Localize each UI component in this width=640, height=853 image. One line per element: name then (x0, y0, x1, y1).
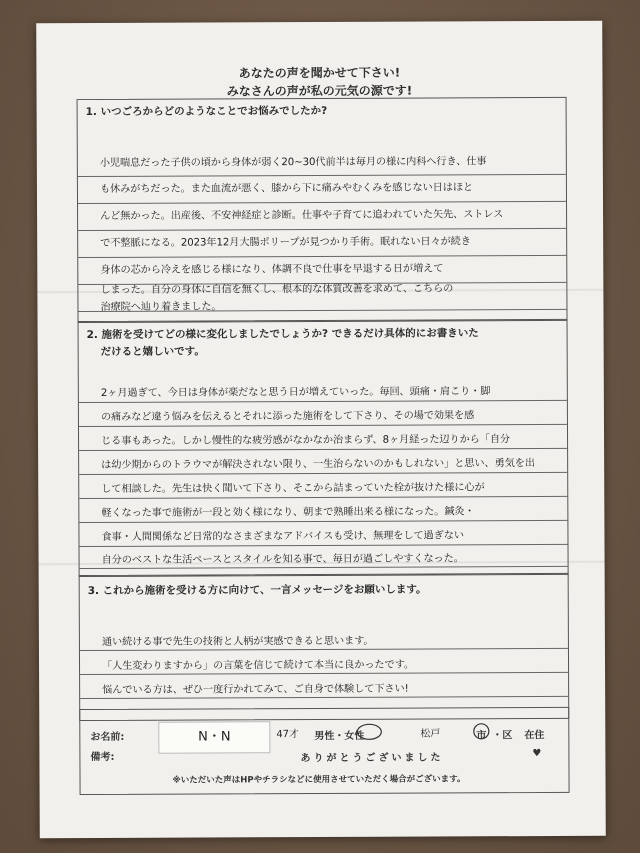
ward-label: ・区 (492, 730, 513, 742)
rule-line (79, 496, 567, 499)
rule-line (80, 544, 568, 547)
q2-answer-line: 食事・人間関係など日常的なさまざまなアドバイスも受け、無理をして過ぎない (101, 530, 464, 543)
rule-line (79, 472, 567, 475)
question-1-label: 1. いつごろからどのようなことでお悩みでしたか? (85, 104, 328, 119)
city-value: 松戸 (420, 728, 441, 740)
rule-line (78, 228, 566, 231)
question-3-box (79, 573, 570, 721)
question-2-label-cont: だけると嬉しいです。 (100, 345, 205, 358)
questionnaire-sheet (36, 21, 606, 838)
residence-label: 在住 (524, 730, 545, 742)
rule-line (80, 566, 568, 569)
age-value: 47才 (276, 729, 299, 741)
q2-answer-line: じる事もあった。しかし慢性的な疲労感がなかなか治まらず、8ヶ月経った辺りから「自分 (101, 434, 511, 447)
city-circle-mark (472, 722, 490, 740)
heart-icon: ♥ (532, 748, 542, 760)
rule-line (78, 255, 566, 258)
q2-answer-line: は幼少期からのトラウマが解決されない限り、一生治らないのかもしれない」と思い、勇気を出 (101, 458, 535, 471)
usage-notice: ※いただいた声はHPやチラシなどに使用させていただく場合がございます。 (172, 774, 466, 786)
name-value: N・N (158, 721, 270, 753)
q2-answer-line: の痛みなど違う悩みを伝えるとそれに添った施術をして下さり、その場で効果を感 (100, 410, 475, 423)
header-title: あなたの声を聞かせて下さい! (238, 65, 401, 81)
question-2-label: 2. 施術を受けてどの様に変化しましたでしょうか? できるだけ具体的にお書きいた (86, 327, 479, 342)
rule-line (79, 400, 567, 403)
rule-line (79, 424, 567, 427)
q1-answer-line: 小児喘息だった子供の頃から身体が弱く20~30代前半は毎月の様に内科へ行き、仕事 (99, 156, 487, 169)
q2-answer-line: 自分のベストな生活ペースとスタイルを知る事で、毎日が過ごしやすくなった。 (101, 553, 464, 566)
rule-line (78, 201, 566, 204)
q1-answer-line: で不整脈になる。2023年12月大腸ポリープが見つかり手術。眠れない日々が続き (100, 236, 471, 249)
thanks-text: ありがとうございました (300, 752, 444, 765)
q1-answer-line: 身体の芯から冷えを感じる様になり、体調不良で仕事を早退する日が増えて (100, 263, 444, 276)
header-subtitle: みなさんの声が私の元気の源です! (226, 83, 413, 99)
q2-answer-line: 軽くなった事で施術が一段と効く様になり、朝まで熟睡出来る様になった。鍼灸・ (101, 506, 475, 519)
q2-answer-line: して相談した。先生は快く聞いて下さり、そこから詰まっていた栓が抜けた様に心が (101, 482, 485, 495)
question-2-box (78, 319, 569, 577)
gender-options: 男性・女性 (314, 730, 365, 743)
q2-answer-line: 2ヶ月過ぎて、今日は身体が楽だなと思う日が増えていった。毎回、頭痛・肩こり・脚 (100, 386, 491, 399)
question-3-label: 3. これから施術を受ける方に向けて、一言メッセージをお願いします。 (87, 583, 427, 598)
remarks-label: 備考: (90, 751, 115, 764)
rule-line (80, 648, 568, 651)
q1-answer-line: 治療院へ辿り着きました。 (100, 301, 222, 313)
respondent-info-box (79, 707, 569, 795)
rule-line (79, 520, 567, 523)
city-type: 市 (476, 730, 487, 742)
q3-answer-line: 悩んでいる方は、ぜひ一度行かれてみて、ご自身で体験して下さい! (102, 683, 409, 696)
q3-answer-line: 「人生変わりますから」の言葉を信じて続けて本当に良かったです。 (102, 659, 414, 672)
rule-line (80, 672, 568, 675)
name-label: お名前: (90, 731, 125, 744)
q1-answer-line: しまった。自分の身体に自信を無くし、根本的な体質改善を求めて、こちらの (100, 283, 454, 296)
question-1-box (77, 97, 568, 323)
q1-answer-line: んど無かった。出産後、不安神経症と診断。仕事や子育てに追われていた矢先、ストレス (100, 209, 504, 222)
q1-answer-line: も休みがちだった。また血流が悪く、膝から下に痛みやむくみを感じない日はほと (99, 182, 474, 195)
gender-circle-mark (355, 723, 383, 741)
rule-line (79, 448, 567, 451)
rule-line (80, 696, 568, 699)
rule-line (78, 174, 566, 177)
q3-answer-line: 通い続ける事で先生の技術と人柄が実感できると思います。 (101, 635, 374, 648)
